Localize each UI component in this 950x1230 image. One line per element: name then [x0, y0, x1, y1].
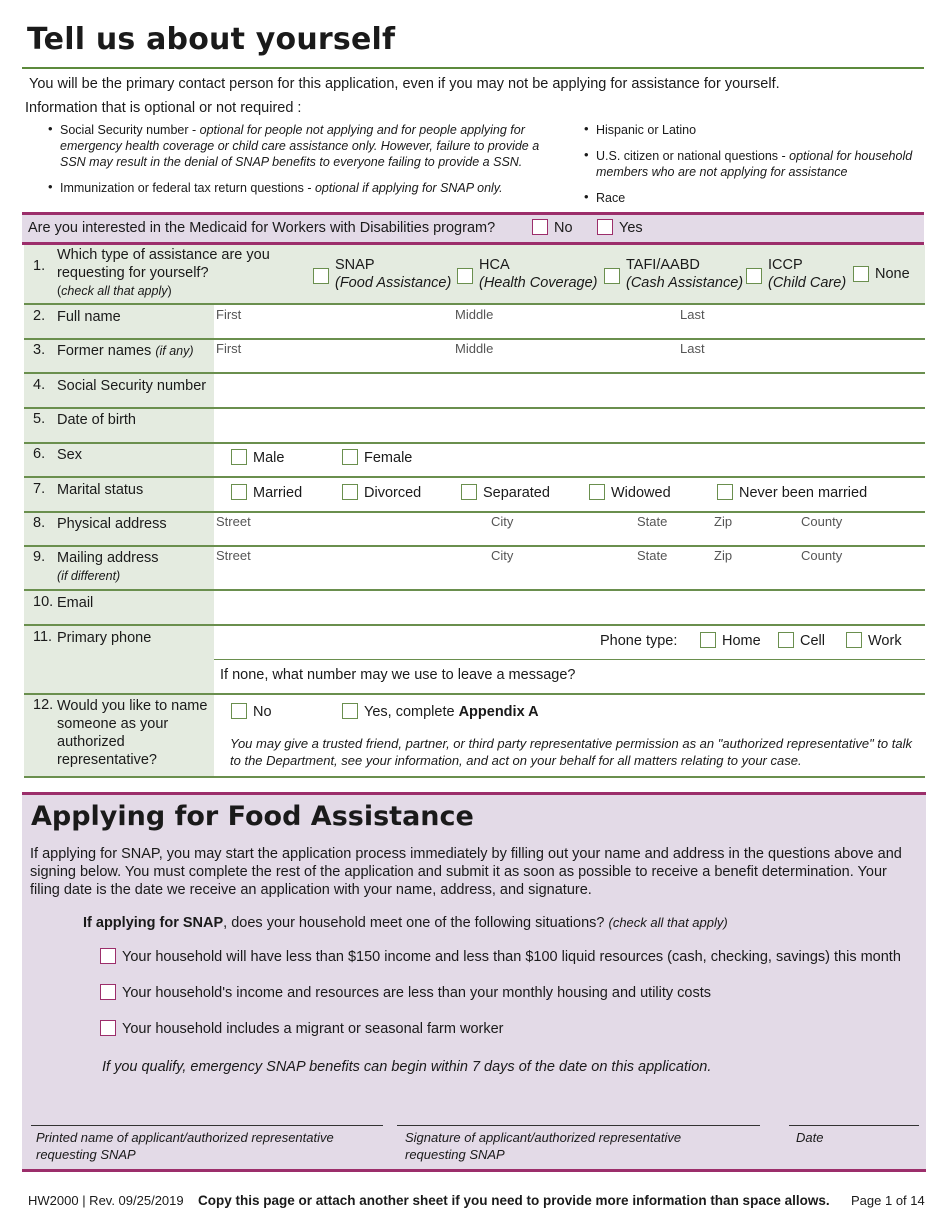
q5-label: Date of birth	[57, 412, 136, 428]
phone-home-checkbox[interactable]	[700, 632, 716, 648]
dob-input[interactable]	[214, 409, 925, 442]
marital-divorced-checkbox[interactable]	[342, 484, 358, 500]
q1-label: Which type of assistance are you requesting for yourself? (check all that apply)	[57, 247, 270, 298]
optional-item-ssn: • Social Security number - optional for people not applying and for people applying for emergency health coverage or child care assistance only. However, failure to provide a SSN may result in the denial of SNAP benefits to everyone failing to provide a SSN.	[48, 122, 548, 170]
footer-instruction: Copy this page or attach another sheet if you need to provide more information than space allows.	[198, 1193, 830, 1208]
signature-line[interactable]	[397, 1125, 760, 1126]
assist-hca-option[interactable]: HCA (Health Coverage)	[479, 256, 597, 292]
food-question: If applying for SNAP, does your household meet one of the following situations? (check all that apply)	[83, 915, 728, 931]
mailing-street[interactable]: Street	[216, 548, 251, 563]
assist-hca-checkbox[interactable]	[457, 268, 473, 284]
page-number: Page 1 of 14	[851, 1193, 925, 1208]
marital-married-checkbox[interactable]	[231, 484, 247, 500]
mailing-state[interactable]: State	[637, 548, 668, 563]
mailing-zip[interactable]: Zip	[714, 548, 733, 563]
q2-label: Full name	[57, 309, 121, 325]
food-section-title: Applying for Food Assistance	[31, 801, 474, 832]
optional-item-hispanic: • Hispanic or Latino	[584, 122, 924, 138]
assist-none-checkbox[interactable]	[853, 266, 869, 282]
food-assistance-section	[22, 792, 926, 1172]
q3-label: Former names (if any)	[57, 343, 194, 359]
sex-female-checkbox[interactable]	[342, 449, 358, 465]
situation-migrant-worker[interactable]: Your household includes a migrant or seasonal farm worker	[100, 1021, 504, 1037]
marital-separated-checkbox[interactable]	[461, 484, 477, 500]
form-id: HW2000 | Rev. 09/25/2019	[28, 1193, 184, 1208]
phone-cell-option[interactable]: Cell	[778, 633, 825, 649]
sex-male-checkbox[interactable]	[231, 449, 247, 465]
auth-rep-disclaimer: You may give a trusted friend, partner, or third party representative permission as an "authorized representative" to talk to the Department, see your information, and act on your behalf for all matters relating to your case.	[230, 736, 912, 768]
optional-item-race: • Race	[584, 190, 924, 206]
title-divider	[22, 67, 924, 69]
page-title: Tell us about yourself	[27, 22, 396, 57]
former-name-first[interactable]: First	[216, 341, 242, 356]
marital-widowed-option[interactable]: Widowed	[589, 485, 671, 501]
intro-text: You will be the primary contact person for this application, even if you may not be applying for assistance for yourself.	[29, 76, 780, 92]
medicaid-question-bar	[22, 212, 924, 245]
q8-label: Physical address	[57, 516, 167, 532]
email-input[interactable]	[214, 591, 925, 624]
marital-divorced-option[interactable]: Divorced	[342, 485, 421, 501]
marital-widowed-checkbox[interactable]	[589, 484, 605, 500]
medicaid-no-checkbox[interactable]	[532, 219, 548, 235]
assist-none-option[interactable]: None	[875, 265, 910, 283]
former-name-middle[interactable]: Middle	[455, 341, 494, 356]
optional-info-left	[48, 122, 548, 206]
q6-label: Sex	[57, 447, 82, 463]
date-label: Date	[796, 1130, 824, 1145]
marital-never-checkbox[interactable]	[717, 484, 733, 500]
physical-zip[interactable]: Zip	[714, 514, 733, 529]
phone-home-option[interactable]: Home	[700, 633, 761, 649]
medicaid-question: Are you interested in the Medicaid for Workers with Disabilities program?	[28, 220, 496, 236]
full-name-first[interactable]: First	[216, 307, 242, 322]
q10-label: Email	[57, 595, 94, 611]
printed-name-label: Printed name of applicant/authorized representative requesting SNAP	[36, 1130, 334, 1162]
phone-work-checkbox[interactable]	[846, 632, 862, 648]
situation-low-income-checkbox[interactable]	[100, 948, 116, 964]
physical-county[interactable]: County	[801, 514, 843, 529]
medicaid-yes-option[interactable]: Yes	[597, 220, 643, 236]
phone-work-option[interactable]: Work	[846, 633, 902, 649]
physical-state[interactable]: State	[637, 514, 668, 529]
assist-snap-option[interactable]: SNAP (Food Assistance)	[335, 256, 451, 292]
situation-housing-checkbox[interactable]	[100, 984, 116, 1000]
sex-male-option[interactable]: Male	[231, 450, 284, 466]
former-name-last[interactable]: Last	[680, 341, 705, 356]
signature-label: Signature of applicant/authorized representative requesting SNAP	[405, 1130, 682, 1162]
q7-label: Marital status	[57, 482, 144, 498]
assist-iccp-checkbox[interactable]	[746, 268, 762, 284]
optional-item-immunization: • Immunization or federal tax return questions - optional if applying for SNAP only.	[48, 180, 548, 196]
date-line[interactable]	[789, 1125, 919, 1126]
medicaid-yes-checkbox[interactable]	[597, 219, 613, 235]
medicaid-no-option[interactable]: No	[532, 220, 573, 236]
qualify-note: If you qualify, emergency SNAP benefits can begin within 7 days of the date on this application.	[102, 1059, 712, 1075]
marital-never-option[interactable]: Never been married	[717, 485, 867, 501]
optional-info-right	[584, 122, 924, 216]
marital-separated-option[interactable]: Separated	[461, 485, 550, 501]
auth-rep-yes-checkbox[interactable]	[342, 703, 358, 719]
mailing-city[interactable]: City	[491, 548, 514, 563]
full-name-last[interactable]: Last	[680, 307, 705, 322]
auth-rep-yes-option[interactable]: Yes, complete Appendix A	[342, 704, 539, 720]
optional-item-citizen: • U.S. citizen or national questions - optional for household members who are not applying for assistance	[584, 148, 924, 180]
q11-label: Primary phone	[57, 630, 152, 646]
situation-housing-costs[interactable]: Your household's income and resources are less than your monthly housing and utility costs	[100, 985, 711, 1001]
message-number-question[interactable]: If none, what number may we use to leave a message?	[220, 667, 576, 683]
full-name-middle[interactable]: Middle	[455, 307, 494, 322]
q9-label: Mailing address (if different)	[57, 550, 159, 583]
q12-label: Would you like to name someone as your authorized representative?	[57, 698, 208, 768]
questions-grid: 1. Which type of assistance are you requesting for yourself? (check all that apply) SNAP (Food Assistance) HCA (Health Coverage) TAFI/AABD (Cash Assistance) ICCP (Child Care) None 2. Full name First Middle Last 3. Former names (if any) First Middle Last 4. Social Security number 5. Date of birth 6. Sex Male Female 7. Marital status Married Divorced Separated Widowed Never been married 8. Physical address Street City State Zip County 9. Mailing address (if different) Street City State Zip County 10. Email 11. Primary phone Phone type: Home Cell Work If none, what number may we use to leave a message? 12. Would you like to name someone as your authorized representative? No Yes, complete Appendix A You may give a trusted friend, partner, or third party representative permission as an "authorized representative" to talk to the Department, see your information, and act on your behalf for all matters relating to your case.	[24, 245, 925, 778]
assist-tafi-option[interactable]: TAFI/AABD (Cash Assistance)	[626, 256, 743, 292]
phone-cell-checkbox[interactable]	[778, 632, 794, 648]
ssn-input[interactable]	[214, 374, 925, 407]
auth-rep-no-option[interactable]: No	[231, 704, 272, 720]
assist-iccp-option[interactable]: ICCP (Child Care)	[768, 256, 846, 292]
q4-label: Social Security number	[57, 378, 207, 394]
auth-rep-no-checkbox[interactable]	[231, 703, 247, 719]
physical-city[interactable]: City	[491, 514, 514, 529]
mailing-county[interactable]: County	[801, 548, 843, 563]
physical-street[interactable]: Street	[216, 514, 251, 529]
assist-snap-checkbox[interactable]	[313, 268, 329, 284]
phone-type-label: Phone type:	[600, 633, 678, 649]
marital-married-option[interactable]: Married	[231, 485, 302, 501]
printed-name-line[interactable]	[31, 1125, 383, 1126]
food-intro: If applying for SNAP, you may start the application process immediately by filling out your name and address in the questions above and signing below. You must complete the rest of the application and submit it as soon as possible to receive a benefit determination. Your filing date is the date we receive an application with your name, address, and signature.	[30, 846, 902, 898]
optional-info-heading: Information that is optional or not required :	[25, 100, 302, 116]
situation-low-income[interactable]: Your household will have less than $150 income and less than $100 liquid resources (cash, checking, savings) this month	[100, 949, 901, 965]
assist-tafi-checkbox[interactable]	[604, 268, 620, 284]
sex-female-option[interactable]: Female	[342, 450, 412, 466]
situation-migrant-checkbox[interactable]	[100, 1020, 116, 1036]
